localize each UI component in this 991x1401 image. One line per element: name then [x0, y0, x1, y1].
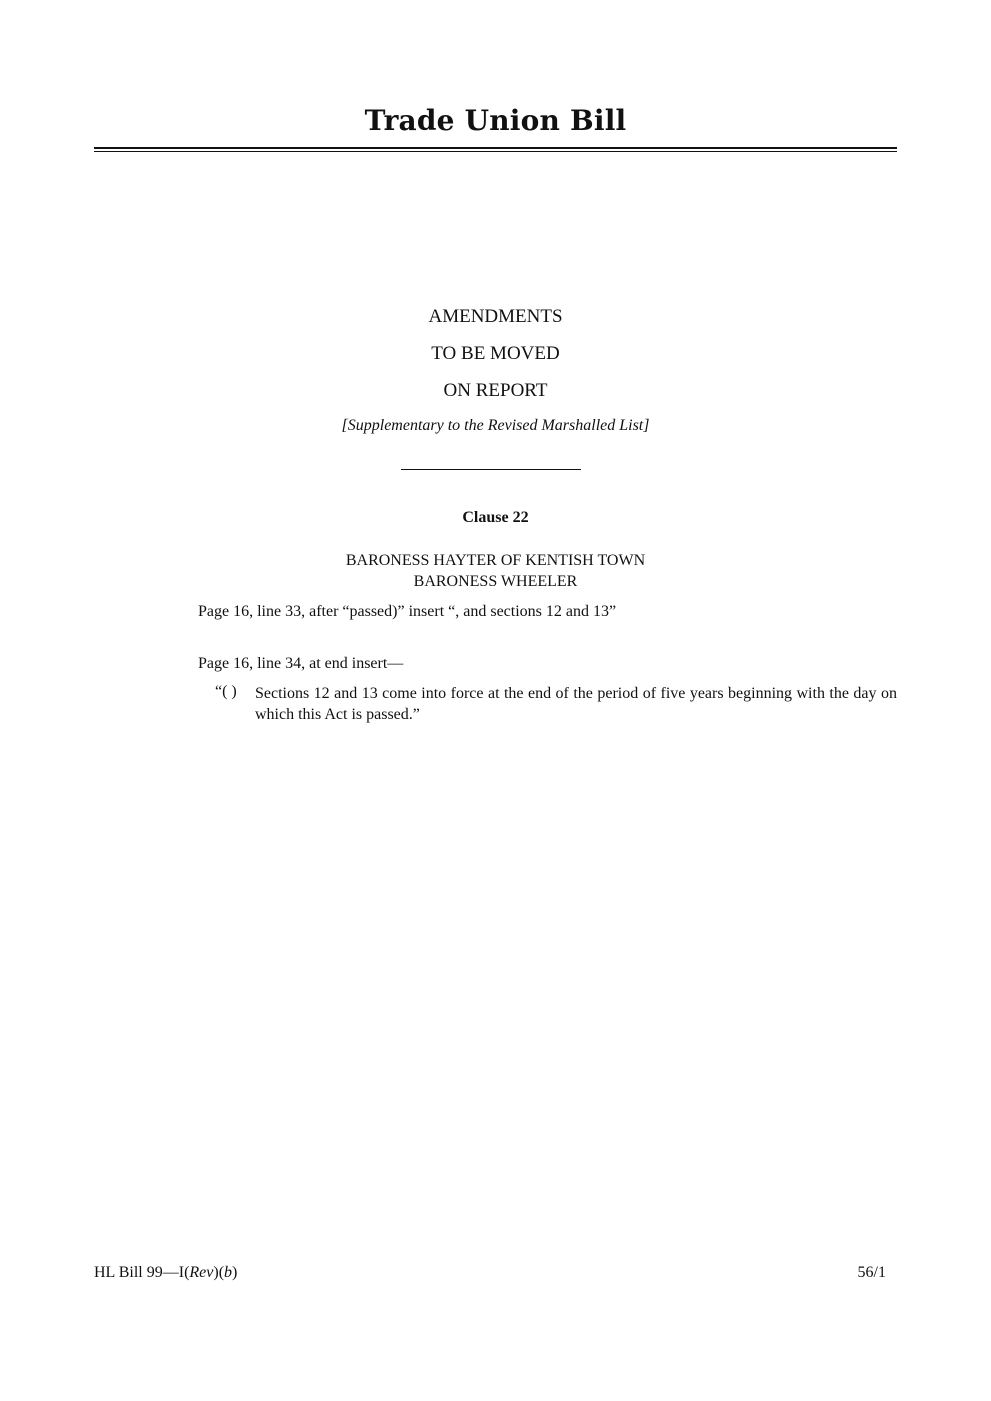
- bill-reference: [94, 1264, 237, 1282]
- amendment-text: Page 16, line 33, after “passed)” insert “, and sections 12 and 13”: [198, 603, 617, 620]
- bill-ref-b: b: [224, 1264, 233, 1281]
- heading-to-be-moved: TO BE MOVED: [431, 343, 560, 364]
- member-name: BARONESS HAYTER OF KENTISH TOWN: [345, 552, 646, 569]
- bill-ref-suffix: ): [232, 1264, 238, 1281]
- subsection-number: “( ): [215, 683, 237, 700]
- bill-ref-mid: )(: [213, 1264, 225, 1281]
- member-name: BARONESS WHEELER: [413, 573, 578, 590]
- page-number: 56/1: [857, 1264, 886, 1281]
- supplementary-note: [Supplementary to the Revised Marshalled List]: [341, 417, 650, 434]
- amendment-text: Page 16, line 34, at end insert—: [198, 655, 404, 672]
- title-double-rule: [94, 147, 897, 152]
- clause-heading: Clause 22: [462, 509, 529, 526]
- section-divider: [401, 469, 581, 470]
- bill-title: Trade Union Bill: [364, 104, 627, 137]
- bill-ref-prefix: HL Bill 99—I(: [94, 1264, 190, 1281]
- heading-on-report: ON REPORT: [443, 380, 548, 401]
- subsection-text: Sections 12 and 13 come into force at the end of the period of five years beginning with the day on which this Act is passed.”: [255, 685, 897, 723]
- inserted-subsection: [215, 683, 897, 725]
- heading-amendments: AMENDMENTS: [428, 306, 563, 327]
- bill-ref-rev: Rev: [189, 1264, 214, 1281]
